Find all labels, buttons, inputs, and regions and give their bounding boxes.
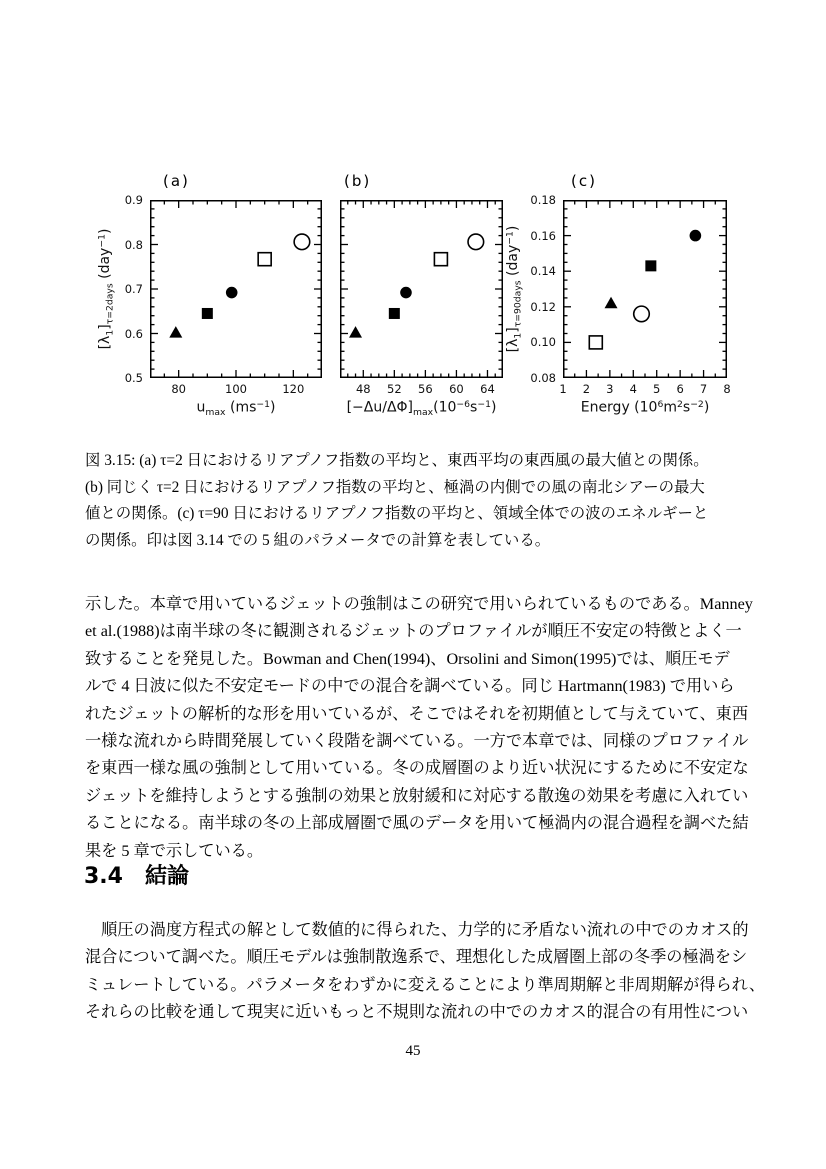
x-tick-label: 7 [699, 382, 708, 396]
section-number: 3.4 [84, 864, 123, 889]
text-line: ることになる。南半球の冬の上部成層圏で風のデータを用いて極渦内の混合過程を調べた結 [85, 814, 749, 833]
marker-filled-circle [226, 287, 238, 299]
y-tick-label: 0.16 [530, 228, 556, 243]
text-line: 一様な流れから時間発展していく段階を調べている。一方で本章では、同様のプロファイル [85, 732, 749, 751]
x-tick-label: 100 [225, 382, 247, 396]
y-tick-label: 0.18 [530, 193, 556, 207]
text-line: 順圧の渦度方程式の解として数値的に得られた、力学的に矛盾ない流れの中でのカオス的 [85, 921, 749, 939]
x-tick-label: 56 [418, 382, 433, 396]
marker-open-square [434, 253, 447, 266]
x-tick-label: 60 [449, 382, 464, 396]
marker-open-circle [634, 306, 650, 322]
scatter-plot-b [340, 200, 503, 378]
text-line: 果を 5 章で示している。 [85, 841, 264, 860]
scatter-plot-c [563, 200, 727, 378]
x-tick-label: 52 [387, 382, 402, 396]
text-line: 混合について調べた。順圧モデルは強制散逸系で、理想化した成層圏上部の冬季の極渦をシ [85, 948, 748, 967]
y-axis-label-a: $[\lambda_1]_{\tau=2days}$ (day$^{-1}$) [96, 228, 116, 350]
marker-filled-square [645, 260, 656, 271]
text-line: 値との関係。(c) τ=90 日におけるリアプノフ指数の平均と、領域全体での波のエネルギーと [85, 505, 709, 522]
marker-filled-circle [400, 287, 412, 299]
y-tick-label: 0.10 [530, 335, 556, 350]
text-line: れたジェットの解析的な形を用いているが、そこではそれを初期値として与えていて、東西 [85, 704, 749, 723]
page-number: 45 [405, 1043, 421, 1059]
text-line: 致することを発見した。Bowman and Chen(1994)、Orsolini and Simon(1995)では、順圧モデ [85, 649, 730, 668]
y-tick-label: 0.12 [530, 299, 556, 314]
panel-title-b: (b) [344, 172, 372, 190]
marker-open-square [589, 336, 602, 349]
x-tick-label: 3 [606, 382, 614, 396]
marker-open-circle [468, 234, 484, 250]
x-axis-label-b: $[-\Delta u/\Delta\Phi]_{max}(10^{-6}s^{-1})$ [346, 399, 497, 418]
text-line: et al.(1988)は南半球の冬に観測されるジェットのプロファイルが順圧不安定の特徴とよく一 [85, 622, 742, 641]
text-line: を東西一様な風の強制として用いている。冬の成層圏のより近い状況にするために不安定な [85, 759, 749, 778]
text-line: 示した。本章で用いているジェットの強制はこの研究で用いられているものである。Manney [85, 595, 753, 613]
body-paragraph-1 [85, 591, 765, 865]
marker-open-circle [294, 234, 310, 250]
text-line: ミュレートしている。パラメータをわずかに変えることにより準周期解と非周期解が得られ、 [85, 975, 766, 994]
scatter-plot-a [150, 200, 322, 378]
marker-filled-square [389, 308, 400, 319]
y-tick-label: 0.6 [124, 326, 143, 341]
x-tick-label: 48 [355, 382, 371, 396]
body-paragraph-2 [85, 917, 765, 1027]
marker-filled-square [202, 308, 213, 319]
x-tick-label: 8 [723, 382, 731, 396]
x-tick-label: 6 [676, 382, 684, 396]
x-axis-label-c: Energy $(10^6m^2s^{-2})$ [580, 399, 710, 416]
y-tick-label: 0.08 [530, 371, 556, 385]
y-tick-label: 0.7 [124, 282, 143, 296]
panel-title-a: (a) [163, 172, 190, 190]
x-tick-label: 4 [629, 382, 637, 396]
section-heading [84, 859, 189, 890]
text-line: の関係。印は図 3.14 での 5 組のパラメータでの計算を表している。 [85, 531, 551, 549]
x-axis-label-a: $u_{max}$ $(ms^{-1})$ [196, 399, 276, 418]
x-tick-label: 2 [582, 382, 591, 396]
text-line: ジェットを維持しようとする強制の効果と放射緩和に対応する散逸の効果を考慮に入れてい [85, 786, 749, 805]
figure-3-15 [0, 0, 826, 440]
text-line: (b) 同じく τ=2 日におけるリアプノフ指数の平均と、極渦の内側での風の南北シアーの最大 [85, 478, 705, 496]
panel-title-c: (c) [571, 172, 597, 190]
marker-filled-triangle [169, 326, 182, 338]
marker-open-square [258, 253, 271, 266]
x-tick-label: 80 [171, 382, 186, 396]
y-tick-label: 0.9 [124, 193, 143, 207]
text-line: 図 3.15: (a) τ=2 日におけるリアプノフ指数の平均と、東西平均の東西風の最大値との関係。 [85, 452, 709, 469]
x-tick-label: 64 [480, 382, 495, 396]
marker-filled-circle [690, 230, 702, 242]
marker-filled-triangle [605, 297, 618, 309]
x-tick-label: 5 [653, 382, 661, 396]
figure-caption [85, 448, 765, 554]
y-tick-label: 0.14 [530, 264, 556, 279]
y-tick-label: 0.8 [124, 237, 143, 252]
marker-filled-triangle [349, 326, 362, 338]
y-axis-label-c: $[\lambda_1]_{\tau=90days}$ (day$^{-1}$) [504, 225, 524, 353]
text-line: ルで 4 日波に似た不安定モードの中での混合を調べている。同じ Hartmann(1983) で用いら [85, 677, 735, 696]
text-line: それらの比較を通して現実に近いもっと不規則な流れの中でのカオス的混合の有用性につい [85, 1003, 749, 1022]
x-tick-label: 1 [559, 382, 567, 396]
section-title: 結論 [144, 864, 189, 889]
y-tick-label: 0.5 [124, 371, 143, 385]
x-tick-label: 120 [282, 382, 305, 396]
